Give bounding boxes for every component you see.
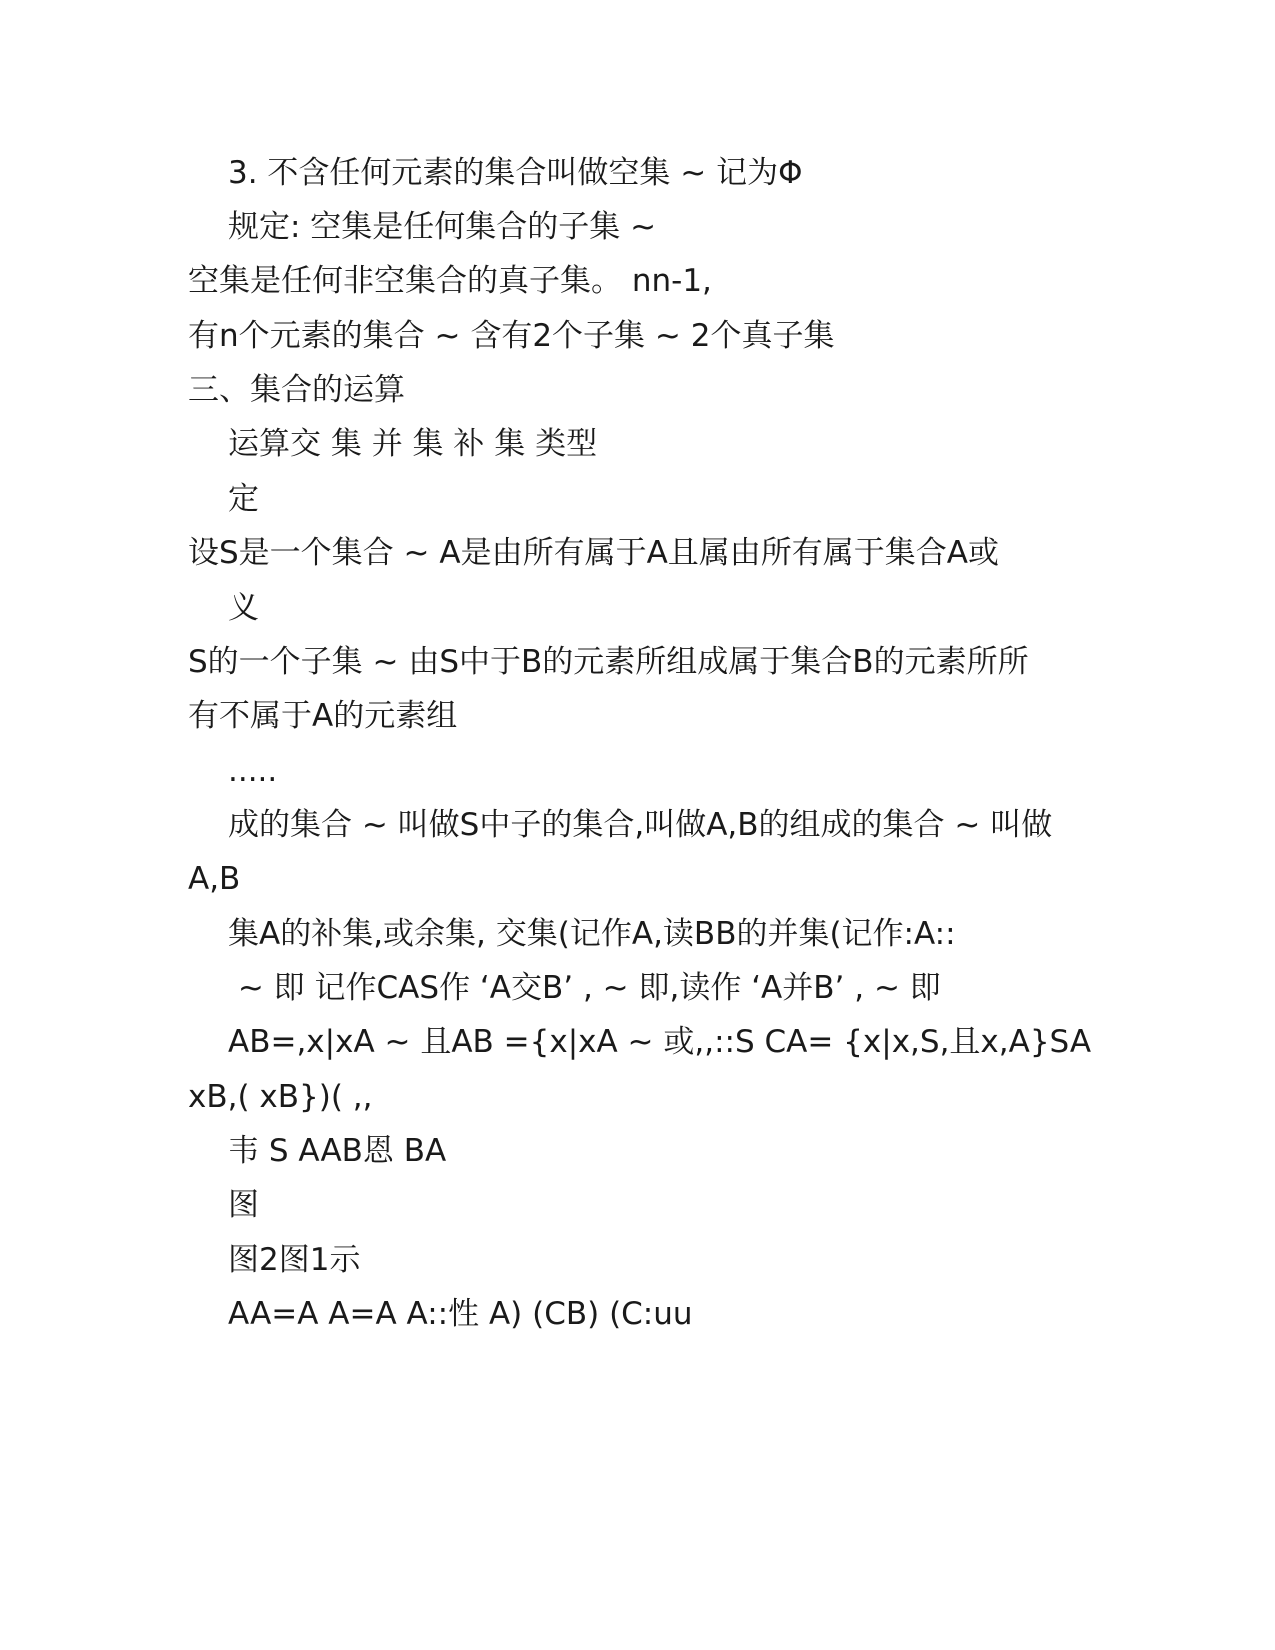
text-line-let-s: 设S是一个集合 ~ A是由所有属于A且属由所有属于集合A或	[188, 535, 999, 571]
text-line-a-b: A,B	[188, 861, 241, 897]
text-line-empty-set-definition: 3. 不含任何元素的集合叫做空集 ~ 记为Φ	[228, 155, 803, 191]
text-line-venn: 韦 S AAB恩 BA	[228, 1133, 447, 1169]
text-line-operation-types: 运算交 集 并 集 补 集 类型	[228, 426, 598, 462]
text-line-xb: xB,( xB})( ,,	[188, 1079, 373, 1115]
text-line-yi: 义	[228, 590, 259, 626]
text-line-not-in-a: 有不属于A的元素组	[188, 698, 458, 734]
text-line-proper-subset: 空集是任何非空集合的真子集。 nn-1,	[188, 263, 712, 299]
text-line-subset-count: 有n个元素的集合 ~ 含有2个子集 ~ 2个真子集	[188, 318, 835, 354]
text-line-tu: 图	[228, 1187, 259, 1223]
text-line-formulas: AB=,x|xA ~ 且AB ={x|xA ~ 或,,::S CA= {x|x,S,且x,A}SA	[228, 1024, 1092, 1060]
text-line-ding: 定	[228, 481, 259, 517]
text-line-properties: AA=A A=A A::性 A) (CB) (C:uu	[228, 1296, 693, 1332]
text-line-figure-labels: 图2图1示	[228, 1242, 361, 1278]
text-line-notation: ~ 即 记作CAS作 ‘A交B’ , ~ 即,读作 ‘A并B’ , ~ 即	[228, 970, 941, 1006]
text-line-subset-of-s: S的一个子集 ~ 由S中于B的元素所组成属于集合B的元素所所	[188, 644, 1029, 680]
text-line-formed-set: 成的集合 ~ 叫做S中子的集合,叫做A,B的组成的集合 ~ 叫做	[228, 807, 1053, 843]
text-line-dots: .....	[228, 753, 278, 789]
text-line-complement: 集A的补集,或余集, 交集(记作A,读BB的并集(记作:A::	[228, 916, 956, 952]
section-heading-set-operations: 三、集合的运算	[188, 372, 405, 408]
text-line-rule: 规定: 空集是任何集合的子集 ~	[228, 209, 657, 245]
